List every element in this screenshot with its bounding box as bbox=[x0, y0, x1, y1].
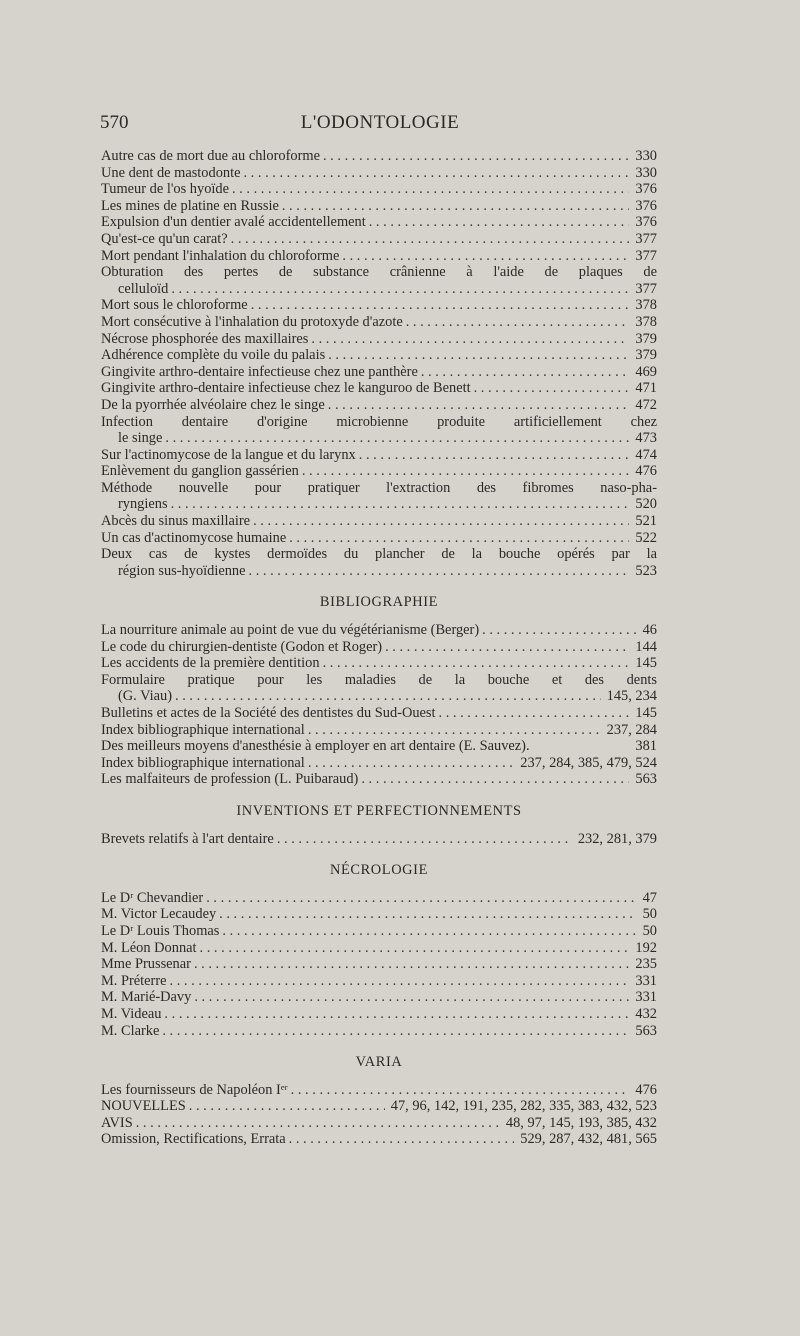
entry-pages: 50 bbox=[642, 906, 657, 923]
entry-pages: 379 bbox=[635, 330, 657, 347]
section-title: BIBLIOGRAPHIE bbox=[319, 594, 439, 611]
entry-pages: 377 bbox=[635, 247, 657, 264]
index-entry bbox=[101, 655, 657, 672]
entry-pages: 523 bbox=[635, 562, 657, 579]
leader-dots bbox=[406, 314, 630, 331]
leader-dots bbox=[165, 430, 629, 447]
entry-title: Qu'est-ce qu'un carat? bbox=[101, 230, 228, 247]
entry-title: Adhérence complète du voile du palais bbox=[101, 347, 326, 364]
leader-dots bbox=[323, 148, 629, 165]
entry-line bbox=[101, 397, 657, 414]
entry-pages: 144 bbox=[635, 638, 657, 655]
entry-pages: 330 bbox=[635, 164, 657, 181]
index-entry bbox=[101, 248, 657, 265]
entry-title: Un cas d'actinomycose humaine bbox=[101, 529, 287, 546]
entry-line bbox=[101, 214, 657, 231]
entry-pages: 235 bbox=[635, 956, 657, 973]
entry-pages: 232, 281, 379 bbox=[577, 830, 657, 847]
index-entry bbox=[101, 1131, 657, 1148]
section-title: NÉCROLOGIE bbox=[330, 862, 428, 879]
entry-title: Expulsion d'un dentier avalé accidentellement bbox=[101, 214, 366, 231]
index-entry bbox=[101, 923, 657, 940]
leader-dots bbox=[385, 639, 629, 656]
entry-title: M. Léon Donnat bbox=[101, 939, 197, 956]
leader-dots bbox=[282, 198, 630, 215]
entry-pages: 376 bbox=[635, 214, 657, 231]
entry-title: Les mines de platine en Russie bbox=[101, 197, 279, 214]
index-entry bbox=[101, 380, 657, 397]
entry-line bbox=[101, 1131, 657, 1148]
index-entry bbox=[101, 546, 657, 579]
section-title: INVENTIONS ET PERFECTIONNEMENTS bbox=[236, 802, 522, 819]
index-entry bbox=[101, 1006, 657, 1023]
leader-dots bbox=[361, 771, 629, 788]
index-entry bbox=[101, 165, 657, 182]
entry-pages: 377 bbox=[635, 230, 657, 247]
entry-pages: 145 bbox=[635, 655, 657, 672]
entry-title: M. Clarke bbox=[101, 1022, 160, 1039]
index-entry bbox=[101, 1023, 657, 1040]
entry-line bbox=[101, 430, 657, 447]
leader-dots bbox=[291, 1082, 630, 1099]
index-entry bbox=[101, 331, 657, 348]
entry-pages: 521 bbox=[635, 513, 657, 530]
index-entry bbox=[101, 214, 657, 231]
entry-line bbox=[101, 281, 657, 298]
entry-title: AVIS bbox=[101, 1114, 133, 1131]
entry-line bbox=[101, 755, 657, 772]
leader-dots bbox=[302, 463, 630, 480]
entry-pages: 47, 96, 142, 191, 235, 282, 335, 383, 432, 523 bbox=[390, 1098, 657, 1115]
entry-title: Le Dʳ Chevandier bbox=[101, 889, 204, 906]
entry-title: Mort pendant l'inhalation du chloroforme bbox=[101, 247, 340, 264]
leader-dots bbox=[289, 530, 629, 547]
entry-pages: 330 bbox=[635, 148, 657, 164]
leader-dots bbox=[206, 890, 636, 907]
index-entry bbox=[101, 738, 657, 755]
index-entry bbox=[101, 1098, 657, 1115]
entry-line bbox=[101, 331, 657, 348]
index-entry bbox=[101, 940, 657, 957]
leader-dots bbox=[439, 705, 630, 722]
entry-pages: 432 bbox=[635, 1005, 657, 1022]
entry-line bbox=[101, 989, 657, 1006]
leader-dots bbox=[171, 496, 630, 513]
leader-dots bbox=[219, 906, 636, 923]
index-entry bbox=[101, 264, 657, 297]
entry-title: Les malfaiteurs de profession (L. Puibaraud) bbox=[101, 771, 359, 788]
entry-title: Les fournisseurs de Napoléon Iᵉʳ bbox=[101, 1081, 288, 1098]
entry-title: Des meilleurs moyens d'anesthésie à employer en art dentaire (E. Sauvez). bbox=[101, 738, 530, 755]
entry-pages: 379 bbox=[635, 347, 657, 364]
entry-pages: 381 bbox=[635, 738, 657, 755]
entry-line bbox=[101, 231, 657, 248]
entry-line bbox=[101, 1115, 657, 1132]
entry-pages: 522 bbox=[635, 529, 657, 546]
leader-dots bbox=[231, 231, 630, 248]
entry-title: région sus-hyoïdienne bbox=[118, 562, 246, 579]
entry-first-line: Obturation des pertes de substance crânienne à l'aide de plaques de bbox=[101, 264, 657, 281]
index-entry bbox=[101, 672, 657, 705]
leader-dots bbox=[194, 956, 629, 973]
entry-title: Tumeur de l'os hyoïde bbox=[101, 181, 229, 198]
leader-dots bbox=[369, 214, 630, 231]
entry-title: ryngiens bbox=[118, 496, 168, 513]
leader-dots bbox=[308, 755, 514, 772]
entry-pages: 331 bbox=[635, 989, 657, 1006]
table-of-contents bbox=[101, 148, 657, 1148]
leader-dots bbox=[251, 297, 630, 314]
entry-line bbox=[101, 496, 657, 513]
index-entry bbox=[101, 463, 657, 480]
entry-line bbox=[101, 314, 657, 331]
entry-title: Omission, Rectifications, Errata bbox=[101, 1131, 286, 1148]
index-section bbox=[101, 862, 657, 1039]
leader-dots bbox=[253, 513, 629, 530]
entry-line bbox=[101, 1098, 657, 1115]
entry-title: Enlèvement du ganglion gassérien bbox=[101, 463, 299, 480]
entry-line bbox=[101, 248, 657, 265]
section-title: VARIA bbox=[355, 1054, 403, 1071]
entry-pages: 377 bbox=[635, 280, 657, 297]
entry-title: Bulletins et actes de la Société des dentistes du Sud-Ouest bbox=[101, 705, 436, 721]
entry-line bbox=[101, 940, 657, 957]
index-entry bbox=[101, 513, 657, 530]
index-entry bbox=[101, 447, 657, 464]
entry-line bbox=[101, 973, 657, 990]
entry-pages: 47 bbox=[642, 889, 657, 906]
index-entry bbox=[101, 1082, 657, 1099]
index-entry bbox=[101, 890, 657, 907]
entry-pages: 46 bbox=[642, 622, 657, 639]
index-entry bbox=[101, 148, 657, 165]
leader-dots bbox=[421, 364, 630, 381]
index-entry bbox=[101, 1115, 657, 1132]
entry-title: Mme Prussenar bbox=[101, 956, 191, 973]
entry-title: celluloïd bbox=[118, 280, 169, 297]
entry-line bbox=[101, 347, 657, 364]
entry-pages: 50 bbox=[642, 922, 657, 939]
entry-title: Gingivite arthro-dentaire infectieuse chez le kanguroo de Benett bbox=[101, 380, 471, 397]
entry-line bbox=[101, 530, 657, 547]
index-entry bbox=[101, 906, 657, 923]
entry-first-line: Deux cas de kystes dermoïdes du plancher de la bouche opérés par la bbox=[101, 546, 657, 563]
entry-pages: 378 bbox=[635, 313, 657, 330]
entry-title: Sur l'actinomycose de la langue et du larynx bbox=[101, 446, 356, 463]
entry-title: Index bibliographique international bbox=[101, 754, 305, 771]
index-entry bbox=[101, 639, 657, 656]
entry-first-line: Méthode nouvelle pour pratiquer l'extraction des fibromes naso-pha- bbox=[101, 479, 657, 496]
entry-line bbox=[101, 1006, 657, 1023]
entry-pages: 145 bbox=[635, 705, 657, 721]
index-entry bbox=[101, 297, 657, 314]
index-entry bbox=[101, 989, 657, 1006]
leader-dots bbox=[170, 973, 630, 990]
entry-title: Le code du chirurgien-dentiste (Godon et Roger) bbox=[101, 638, 383, 655]
entry-pages: 48, 97, 145, 193, 385, 432 bbox=[505, 1114, 657, 1131]
leader-dots bbox=[162, 1023, 629, 1040]
entry-line bbox=[101, 906, 657, 923]
entry-line bbox=[101, 622, 657, 639]
index-entry bbox=[101, 722, 657, 739]
leader-dots bbox=[171, 281, 629, 298]
entry-line bbox=[101, 181, 657, 198]
index-entry bbox=[101, 347, 657, 364]
leader-dots bbox=[194, 989, 629, 1006]
index-entry bbox=[101, 973, 657, 990]
entry-first-line: Infection dentaire d'origine microbienne produite artificiellement chez bbox=[101, 413, 657, 430]
index-section bbox=[101, 594, 657, 788]
index-entry bbox=[101, 755, 657, 772]
entry-title: M. Préterre bbox=[101, 972, 167, 989]
entry-line bbox=[101, 956, 657, 973]
entry-pages: 376 bbox=[635, 197, 657, 214]
leader-dots bbox=[308, 722, 601, 739]
leader-dots bbox=[474, 380, 630, 397]
entry-title: le singe bbox=[118, 430, 163, 447]
entry-line bbox=[101, 513, 657, 530]
entry-line bbox=[101, 364, 657, 381]
leader-dots bbox=[359, 447, 630, 464]
entry-title: Index bibliographique international bbox=[101, 721, 305, 738]
leader-dots bbox=[222, 923, 636, 940]
leader-dots bbox=[482, 622, 636, 639]
leader-dots bbox=[200, 940, 630, 957]
entry-line bbox=[101, 297, 657, 314]
leader-dots bbox=[277, 831, 572, 848]
entry-pages: 471 bbox=[635, 380, 657, 397]
page-number: 570 bbox=[100, 112, 129, 133]
entry-title: Nécrose phosphorée des maxillaires bbox=[101, 330, 309, 347]
entry-line bbox=[101, 1023, 657, 1040]
leader-dots bbox=[323, 655, 630, 672]
entry-title: M. Marié-Davy bbox=[101, 989, 192, 1006]
entry-line bbox=[101, 738, 657, 755]
entry-pages: 473 bbox=[635, 430, 657, 447]
entry-title: Brevets relatifs à l'art dentaire bbox=[101, 830, 274, 847]
entry-line bbox=[101, 1082, 657, 1099]
entry-line bbox=[101, 890, 657, 907]
index-section bbox=[101, 1054, 657, 1148]
entry-pages: 376 bbox=[635, 181, 657, 198]
entry-pages: 378 bbox=[635, 297, 657, 314]
leader-dots bbox=[175, 688, 601, 705]
entry-line bbox=[101, 771, 657, 788]
entry-line bbox=[101, 923, 657, 940]
entry-title: Les accidents de la première dentition bbox=[101, 655, 320, 672]
leader-dots bbox=[189, 1098, 385, 1115]
page-header bbox=[100, 112, 660, 136]
index-entry bbox=[101, 956, 657, 973]
leader-dots bbox=[328, 397, 630, 414]
leader-dots bbox=[243, 165, 629, 182]
entry-pages: 237, 284, 385, 479, 524 bbox=[520, 754, 657, 771]
entry-pages: 145, 234 bbox=[606, 688, 657, 705]
entry-title: M. Victor Lecaudey bbox=[101, 906, 217, 923]
entry-line bbox=[101, 705, 657, 722]
entry-title: Abcès du sinus maxillaire bbox=[101, 513, 251, 530]
leader-dots bbox=[249, 563, 630, 580]
index-section bbox=[101, 803, 657, 847]
entry-line bbox=[101, 165, 657, 182]
entry-title: Mort consécutive à l'inhalation du protoxyde d'azote bbox=[101, 313, 403, 330]
entry-first-line: Formulaire pratique pour les maladies de la bouche et des dents bbox=[101, 671, 657, 688]
entry-line bbox=[101, 639, 657, 656]
leader-dots bbox=[164, 1006, 629, 1023]
entry-pages: 476 bbox=[635, 1081, 657, 1098]
entry-line bbox=[101, 655, 657, 672]
entry-line bbox=[101, 722, 657, 739]
entry-pages: 529, 287, 432, 481, 565 bbox=[520, 1131, 657, 1148]
entry-line bbox=[101, 380, 657, 397]
entry-title: (G. Viau) bbox=[118, 688, 173, 705]
entry-line bbox=[101, 831, 657, 848]
entry-title: Une dent de mastodonte bbox=[101, 164, 241, 181]
index-entry bbox=[101, 397, 657, 414]
entry-title: M. Videau bbox=[101, 1005, 162, 1022]
leader-dots bbox=[328, 347, 629, 364]
index-entry bbox=[101, 705, 657, 722]
leader-dots bbox=[342, 248, 629, 265]
entry-pages: 237, 284 bbox=[606, 721, 657, 738]
leader-dots bbox=[311, 331, 629, 348]
entry-title: Gingivite arthro-dentaire infectieuse chez une panthère bbox=[101, 363, 418, 380]
entry-line bbox=[101, 148, 657, 165]
entry-pages: 331 bbox=[635, 972, 657, 989]
entry-pages: 474 bbox=[635, 446, 657, 463]
entry-line bbox=[101, 688, 657, 705]
leader-dots bbox=[136, 1115, 500, 1132]
index-entry bbox=[101, 530, 657, 547]
entry-pages: 563 bbox=[635, 1022, 657, 1039]
leader-dots bbox=[289, 1131, 515, 1148]
entry-title: Mort sous le chloroforme bbox=[101, 297, 248, 314]
index-entry bbox=[101, 314, 657, 331]
entry-line bbox=[101, 198, 657, 215]
entry-title: NOUVELLES bbox=[101, 1098, 186, 1115]
index-entry bbox=[101, 181, 657, 198]
entry-title: Autre cas de mort due au chloroforme bbox=[101, 148, 320, 164]
index-entry bbox=[101, 231, 657, 248]
entry-line bbox=[101, 447, 657, 464]
index-entry bbox=[101, 364, 657, 381]
entry-pages: 520 bbox=[635, 496, 657, 513]
index-entry bbox=[101, 414, 657, 447]
entry-title: La nourriture animale au point de vue du végétérianisme (Berger) bbox=[101, 622, 480, 639]
index-entry bbox=[101, 198, 657, 215]
entry-pages: 563 bbox=[635, 771, 657, 788]
entry-title: De la pyorrhée alvéolaire chez le singe bbox=[101, 396, 325, 413]
index-entry bbox=[101, 622, 657, 639]
index-entry bbox=[101, 831, 657, 848]
leader-dots bbox=[232, 181, 629, 198]
index-entry bbox=[101, 480, 657, 513]
entry-pages: 472 bbox=[635, 396, 657, 413]
running-title: L'ODONTOLOGIE bbox=[300, 112, 460, 133]
index-entry bbox=[101, 771, 657, 788]
entry-pages: 476 bbox=[635, 463, 657, 480]
entry-line bbox=[101, 563, 657, 580]
index-section bbox=[101, 148, 657, 579]
entry-line bbox=[101, 463, 657, 480]
entry-pages: 469 bbox=[635, 363, 657, 380]
entry-title: Le Dʳ Louis Thomas bbox=[101, 922, 220, 939]
entry-pages: 192 bbox=[635, 939, 657, 956]
